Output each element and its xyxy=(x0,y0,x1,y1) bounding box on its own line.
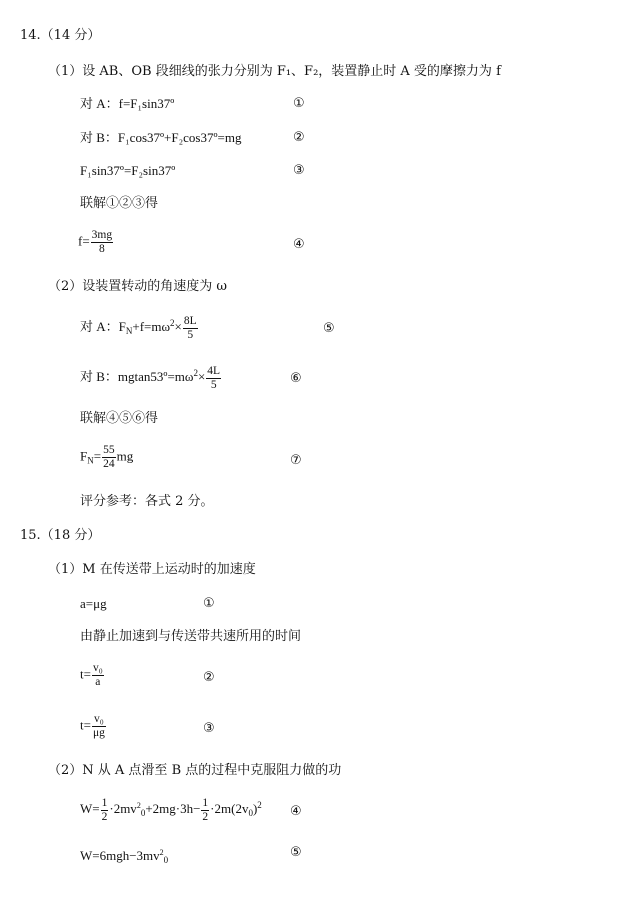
eq6-times: × xyxy=(197,369,206,384)
q14-eq3-number: ③ xyxy=(293,163,305,178)
q14-eq6 xyxy=(80,364,222,392)
equals: = xyxy=(93,448,102,464)
denominator: a xyxy=(95,676,101,688)
q15-eq3-number: ③ xyxy=(203,721,215,736)
numerator: v₀ xyxy=(92,713,106,727)
q14-header: 14.（14 分） xyxy=(20,28,101,43)
fraction xyxy=(91,229,113,256)
q14-eq1-number: ① xyxy=(293,96,305,111)
lhs: W= xyxy=(80,801,100,816)
numerator: v₀ xyxy=(92,662,103,674)
fraction xyxy=(102,444,116,471)
denominator: 5 xyxy=(187,328,194,341)
q15-eq2-number: ② xyxy=(203,670,215,685)
q14-eq5 xyxy=(80,314,199,342)
lhs: t= xyxy=(80,717,91,733)
half-fraction-2 xyxy=(201,797,209,824)
numerator: 55 xyxy=(103,444,115,456)
q14-eq7-number: ⑦ xyxy=(290,453,302,468)
q14-eq1: 对 A：f=F₁sin37º xyxy=(80,96,175,111)
denominator: 24 xyxy=(103,458,115,470)
q14-scoring-note: 评分参考：各式 2 分。 xyxy=(80,494,214,509)
q15-eq1-number: ① xyxy=(203,596,215,611)
sub: N xyxy=(87,455,94,466)
q15-eq1: a=μg xyxy=(80,596,107,611)
q15-eq4 xyxy=(80,796,262,824)
half-fraction-1 xyxy=(101,797,109,824)
denominator: 2 xyxy=(101,810,108,823)
part2: +2mg·3h− xyxy=(145,801,201,816)
eq5-sup: 2 xyxy=(170,318,175,328)
denominator: 8 xyxy=(99,243,105,255)
q14-part2-intro: （2）设装置转动的角速度为 ω xyxy=(48,279,228,294)
eq6-fraction xyxy=(206,365,221,392)
fraction xyxy=(92,662,104,689)
lhs: W=6mgh−3mv xyxy=(80,848,160,863)
q15-eq4-number: ④ xyxy=(290,804,302,819)
q15-desc: 由静止加速到与传送带共速所用的时间 xyxy=(80,629,302,644)
q15-part1-intro: （1）M 在传送带上运动时的加速度 xyxy=(48,562,256,577)
q14-eq5-number: ⑤ xyxy=(323,321,335,336)
q14-result-f xyxy=(78,229,114,256)
tail: mg xyxy=(116,448,134,464)
q15-eq3 xyxy=(80,713,107,740)
part1: ·2mv xyxy=(109,801,137,816)
lhs: f= xyxy=(78,233,90,249)
eq6-prefix: 对 B：mgtan53º=mω xyxy=(80,369,194,384)
q14-combine2: 联解④⑤⑥得 xyxy=(80,411,159,426)
lhs: t= xyxy=(80,666,91,682)
fraction xyxy=(92,713,106,740)
q14-eq6-number: ⑥ xyxy=(290,371,302,386)
square-1: 2 xyxy=(136,801,141,810)
denominator: 5 xyxy=(210,378,217,391)
q15-eq2 xyxy=(80,662,105,689)
eq5-times: × xyxy=(174,319,182,334)
q15-part2-intro: （2）N 从 A 点滑至 B 点的过程中克服阻力做的功 xyxy=(48,763,342,778)
sub-1: 0 xyxy=(140,808,146,818)
denominator: 2 xyxy=(202,810,209,823)
eq5-mid: +f=mω xyxy=(132,319,171,334)
numerator: 3mg xyxy=(91,229,113,241)
q14-eq3: F₁sin37º=F₂sin37º xyxy=(80,163,176,178)
numerator: 1 xyxy=(202,796,209,809)
numerator: 8L xyxy=(183,314,197,327)
part4: ) xyxy=(252,801,258,816)
eq5-fraction xyxy=(183,315,198,342)
sub-2: 0 xyxy=(248,808,253,818)
q14-result-FN xyxy=(80,444,133,471)
lhs: F xyxy=(80,448,88,464)
sub: 0 xyxy=(163,855,169,865)
q14-combine1: 联解①②③得 xyxy=(80,196,159,211)
q15-eq5-number: ⑤ xyxy=(290,845,302,860)
q14-eq2: 对 B：F₁cos37º+F₂cos37º=mg xyxy=(80,130,242,145)
eq5-sub: N xyxy=(125,326,133,336)
eq5-prefix: 对 A：F xyxy=(80,319,126,334)
square-2: 2 xyxy=(257,800,262,810)
eq6-sup: 2 xyxy=(193,368,198,378)
numerator: 1 xyxy=(101,796,108,809)
q15-header: 15.（18 分） xyxy=(20,528,101,543)
q14-part1-intro: （1）设 AB、OB 段细线的张力分别为 F₁、F₂，装置静止时 A 受的摩擦力为 f xyxy=(48,64,501,79)
q14-eq4-number: ④ xyxy=(293,237,305,252)
numerator: 4L xyxy=(207,364,221,377)
square: 2 xyxy=(159,848,164,857)
part3: ·2m(2v xyxy=(210,801,249,816)
denominator: μg xyxy=(92,727,105,739)
q14-eq2-number: ② xyxy=(293,130,305,145)
q15-eq5 xyxy=(80,844,168,869)
